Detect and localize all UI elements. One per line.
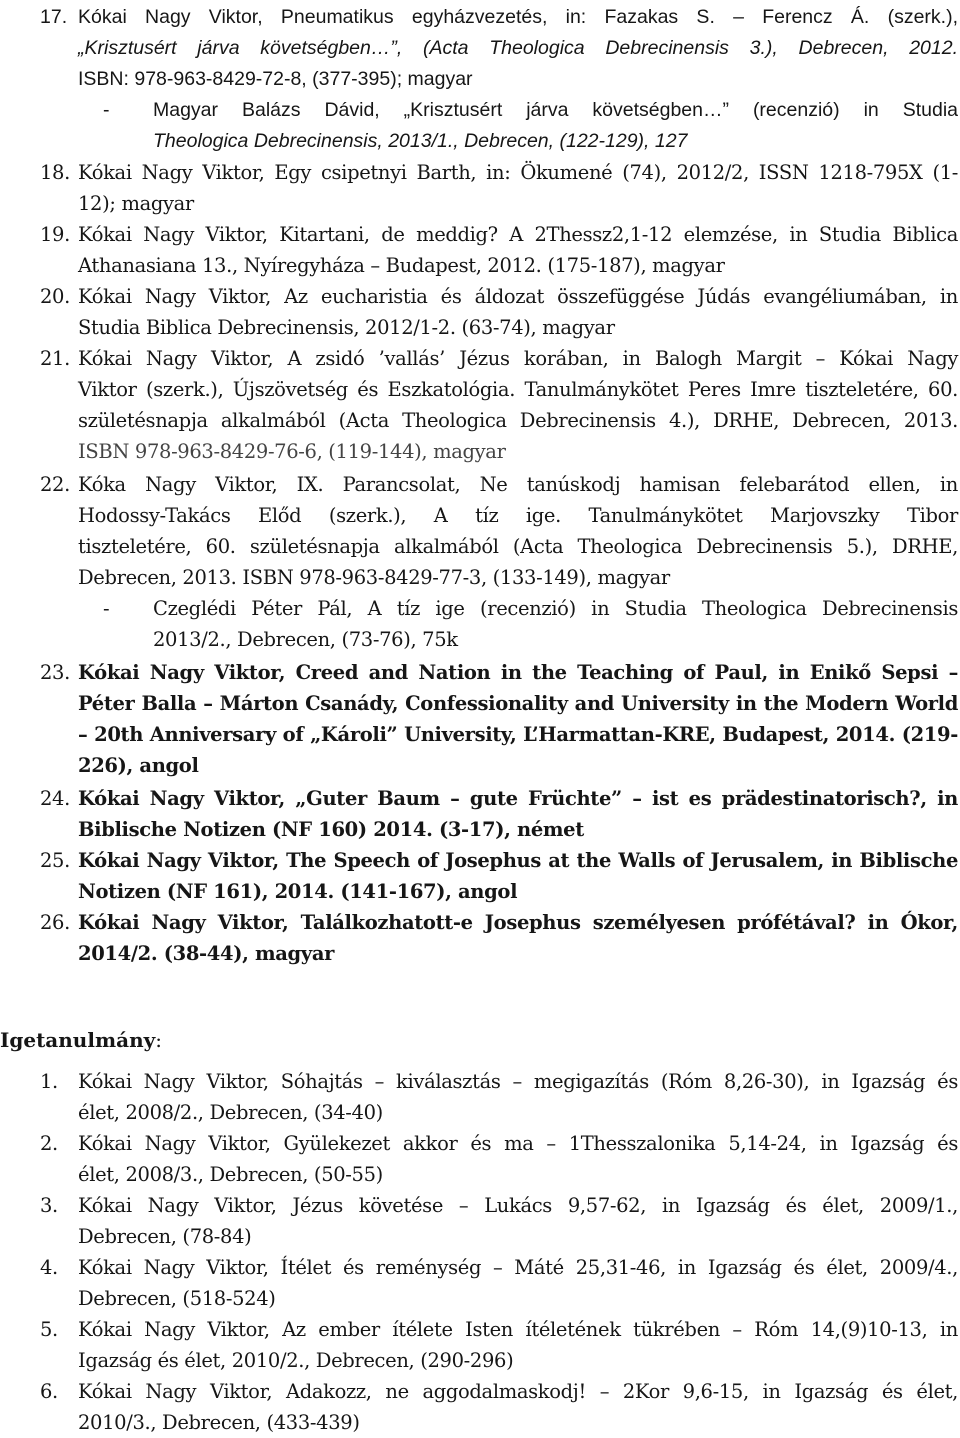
entry-number: 20. <box>40 285 70 308</box>
entry-line: 226), angol <box>78 754 199 777</box>
entry-line: Kókai Nagy Viktor, Gyülekezet akkor és ma – 1Thesszalonika 5,14-24, in Igazság és <box>78 1132 958 1155</box>
publication-entry-21 <box>40 343 958 467</box>
entry-number: 21. <box>40 347 70 370</box>
entry-line: Kókai Nagy Viktor, The Speech of Josephus at the Walls of Jerusalem, in Biblische <box>78 849 958 872</box>
entry-number: 2. <box>40 1132 58 1155</box>
entry-line: Kókai Nagy Viktor, Találkozhatott-e Josephus személyesen prófétával? in Ókor, <box>78 911 958 934</box>
entry-line: Debrecen, (78-84) <box>78 1225 252 1248</box>
entry-line: 2014/2. (38-44), magyar <box>78 942 335 965</box>
review-line: Theologica Debrecinensis, 2013/1., Debrecen, (122-129), 127 <box>153 130 688 152</box>
entry-line: Studia Biblica Debrecinensis, 2012/1-2. (63-74), magyar <box>78 316 615 339</box>
review-line: Czeglédi Péter Pál, A tíz ige (recenzió) in Studia Theologica Debrecinensis <box>153 597 958 620</box>
study-entry-1 <box>40 1066 958 1128</box>
publication-entry-22 <box>40 469 958 593</box>
entry-number: 6. <box>40 1380 58 1403</box>
entry-line: Igazság és élet, 2010/2., Debrecen, (290-296) <box>78 1349 514 1372</box>
entry-line: Kóka Nagy Viktor, IX. Parancsolat, Ne tanúskodj hamisan felebarátod ellen, in <box>78 473 958 496</box>
entry-line: Debrecen, (518-524) <box>78 1287 276 1310</box>
publication-entry-17 <box>40 2 958 95</box>
publication-entry-24 <box>40 783 958 845</box>
entry-line: élet, 2008/3., Debrecen, (50-55) <box>78 1163 383 1186</box>
entry-line: „Krisztusért járva követségben…”, (Acta Theologica Debrecinensis 3.), Debrecen, 2012. <box>78 37 958 59</box>
entry-line: Notizen (NF 161), 2014. (141-167), angol <box>78 880 518 903</box>
entry-number: 5. <box>40 1318 58 1341</box>
study-entry-2 <box>40 1128 958 1190</box>
entry-line: Kókai Nagy Viktor, Jézus követése – Lukács 9,57-62, in Igazság és élet, 2009/1., <box>78 1194 958 1217</box>
study-entry-6 <box>40 1376 958 1438</box>
list-dash: - <box>103 597 110 620</box>
entry-line: 2010/3., Debrecen, (433-439) <box>78 1411 360 1434</box>
publication-entry-18 <box>40 157 958 219</box>
publication-entry-26 <box>40 907 958 969</box>
entry-number: 1. <box>40 1070 58 1093</box>
review-line: 2013/2., Debrecen, (73-76), 75k <box>153 628 458 651</box>
entry-number: 4. <box>40 1256 58 1279</box>
entry-number: 22. <box>40 473 70 496</box>
review-item-1 <box>103 95 958 157</box>
list-dash: - <box>103 99 110 121</box>
review-line: Magyar Balázs Dávid, „Krisztusért járva követségben…” (recenzió) in Studia <box>153 99 958 121</box>
entry-line: Kókai Nagy Viktor, Az eucharistia és áldozat összefüggése Júdás evangéliumában, in <box>78 285 958 308</box>
study-entry-4 <box>40 1252 958 1314</box>
entry-line: Viktor (szerk.), Újszövetség és Eszkatológia. Tanulmánykötet Peres Imre tiszteletére, 60. <box>78 378 958 401</box>
entry-line: ISBN 978-963-8429-76-6, (119-144), magyar <box>78 440 506 463</box>
section-colon: : <box>155 1028 162 1052</box>
publication-entry-20 <box>40 281 958 343</box>
entry-line: Athanasiana 13., Nyíregyháza – Budapest, 2012. (175-187), magyar <box>78 254 725 277</box>
entry-line: Kókai Nagy Viktor, A zsidó ’vallás’ Jézus korában, in Balogh Margit – Kókai Nagy <box>78 347 958 370</box>
entry-line: születésnapja alkalmából (Acta Theologica Debrecinensis 4.), DRHE, Debrecen, 2013. <box>78 409 958 432</box>
entry-number: 25. <box>40 849 70 872</box>
entry-number: 23. <box>40 661 70 684</box>
entry-number: 24. <box>40 787 70 810</box>
entry-line: Kókai Nagy Viktor, Kitartani, de meddig? A 2Thessz2,1-12 elemzése, in Studia Biblica <box>78 223 958 246</box>
section-heading <box>0 1025 162 1056</box>
entry-line: Kókai Nagy Viktor, Sóhajtás – kiválasztás – megigazítás (Róm 8,26-30), in Igazság és <box>78 1070 958 1093</box>
study-entry-5 <box>40 1314 958 1376</box>
entry-number: 26. <box>40 911 70 934</box>
review-item-2 <box>103 593 958 655</box>
entry-line: Kókai Nagy Viktor, Creed and Nation in the Teaching of Paul, in Enikő Sepsi – <box>78 661 958 684</box>
publication-entry-25 <box>40 845 958 907</box>
entry-line: Kókai Nagy Viktor, Pneumatikus egyházvezetés, in: Fazakas S. – Ferencz Á. (szerk.), <box>78 6 958 28</box>
entry-line: Debrecen, 2013. ISBN 978-963-8429-77-3, (133-149), magyar <box>78 566 670 589</box>
entry-number: 19. <box>40 223 70 246</box>
entry-line: ISBN: 978-963-8429-72-8, (377-395); magyar <box>78 68 473 90</box>
entry-line: Kókai Nagy Viktor, „Guter Baum – gute Früchte” – ist es prädestinatorisch?, in <box>78 787 958 810</box>
entry-line: Kókai Nagy Viktor, Egy csipetnyi Barth, in: Ökumené (74), 2012/2, ISSN 1218-795X (1- <box>78 161 958 184</box>
entry-line: Hodossy-Takács Előd (szerk.), A tíz ige. Tanulmánykötet Marjovszky Tibor <box>78 504 958 527</box>
entry-line: élet, 2008/2., Debrecen, (34-40) <box>78 1101 383 1124</box>
section-title: Igetanulmány <box>0 1028 156 1052</box>
entry-number: 17. <box>40 6 68 28</box>
entry-line: – 20th Anniversary of „Károli” University, L’Harmattan-KRE, Budapest, 2014. (219- <box>78 723 958 746</box>
entry-line: Péter Balla – Márton Csanády, Confessionality and University in the Modern World <box>78 692 958 715</box>
entry-line: Kókai Nagy Viktor, Az ember ítélete Isten ítéletének tükrében – Róm 14,(9)10-13, in <box>78 1318 958 1341</box>
entry-line: Kókai Nagy Viktor, Ítélet és reménység – Máté 25,31-46, in Igazság és élet, 2009/4., <box>78 1256 958 1279</box>
entry-line: Kókai Nagy Viktor, Adakozz, ne aggodalmaskodj! – 2Kor 9,6-15, in Igazság és élet, <box>78 1380 958 1403</box>
publication-entry-19 <box>40 219 958 281</box>
entry-line: 12); magyar <box>78 192 194 215</box>
publication-entry-23 <box>40 657 958 781</box>
entry-line: Biblische Notizen (NF 160) 2014. (3-17), német <box>78 818 584 841</box>
entry-number: 3. <box>40 1194 58 1217</box>
study-entry-3 <box>40 1190 958 1252</box>
entry-line: tiszteletére, 60. születésnapja alkalmából (Acta Theologica Debrecinensis 5.), DRHE, <box>78 535 958 558</box>
entry-number: 18. <box>40 161 70 184</box>
